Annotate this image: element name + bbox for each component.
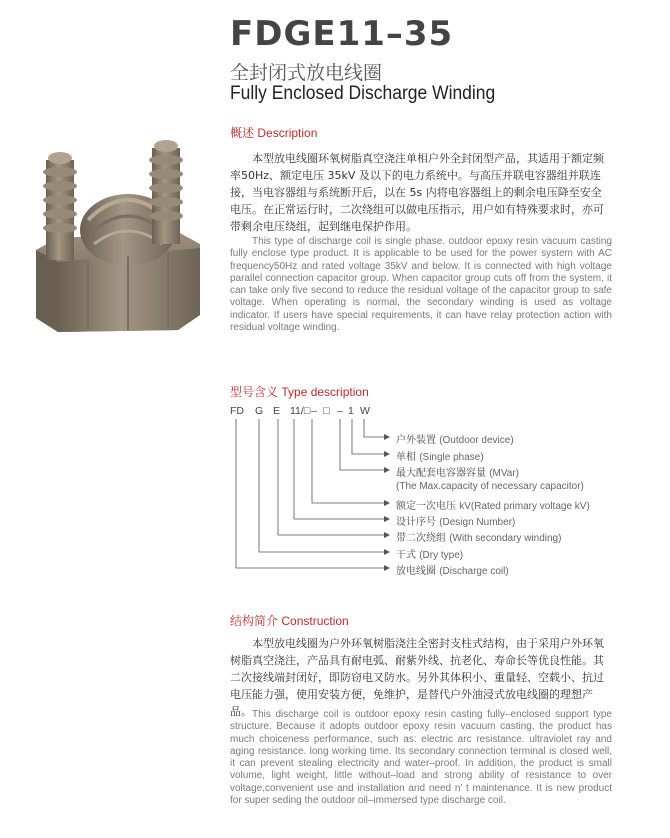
- description-text-cn: 本型放电线圈环氧树脂真空浇注单相户外全封闭型产品，其适用于额定频率50Hz、额定电压 35kV 及以下的电力系统中。与高压并联电容器组并联连接，当电容器组与系统断开后，以在 5s 内将电容器组上的剩余电压降至安全电压。在正常运行时，二次绕组可以做电压指示，用户如有特殊要求时，亦可带剩余电压绕组，起到继电保护作用。: [230, 152, 604, 233]
- construction-heading-en: Construction: [281, 614, 349, 628]
- code-fd: FD: [230, 405, 244, 417]
- title-chinese: 全封闭式放电线圈: [230, 62, 383, 84]
- code-dash-1: –: [311, 405, 317, 417]
- type-label-capacity-en: (The Max.capacity of necessary capacitor): [396, 481, 584, 492]
- title-english: Fully Enclosed Discharge Winding: [230, 83, 496, 104]
- code-box: □: [323, 405, 330, 417]
- code-e: E: [273, 405, 281, 417]
- type-label-secondary-winding: 带二次绕组 (With secondary winding): [396, 533, 562, 544]
- type-label-design-number: 设计序号 (Design Number): [396, 517, 516, 528]
- type-label-rated-voltage: 额定一次电压 kV(Rated primary voltage kV): [396, 501, 590, 512]
- description-heading-cn: 概述: [230, 126, 255, 140]
- model-number: FDGE11–35: [230, 14, 454, 54]
- type-label-single-phase: 单相 (Single phase): [396, 452, 484, 463]
- code-w: W: [360, 405, 370, 417]
- code-g: G: [255, 405, 264, 417]
- code-11: 11/□: [290, 405, 311, 417]
- type-heading-en: Type description: [281, 385, 369, 399]
- construction-text-cn: 本型放电线圈为户外环氧树脂浇注全密封支柱式结构，由于采用户外环氧树脂真空浇注，产品具有耐电弧、耐紫外线、抗老化、寿命长等优良性能。其二次接线端封闭好，即防窃电又防水。另外其体积小、重量轻、空载小、抗过电压能力强，使用安装方便，免维护，是替代户外油浸式放电线圈的理想产品。: [230, 637, 604, 718]
- type-label-dry-type: 干式 (Dry type): [396, 550, 464, 561]
- type-label-outdoor: 户外装置 (Outdoor device): [396, 435, 514, 446]
- construction-text-en: This discharge coil is outdoor epoxy resin casting fully–enclosed support type structure. Because it adopts outdoor epoxy resin vacuum casting, the product has much choiceness performance, such as: electric arc resistance. ultraviolet ray and aging resistance. long working time. Its secondary connection terminal is closed well, it can prevent stealing electricity and water–proof. In addition, the product is small volume, light weight, little without–load and strong ability of resistance to over voltage,convenient use and installation and need n’ t maintenance. It is new product for super seding the outdoor oil–immersed type discharge coil.: [230, 709, 612, 807]
- construction-heading-cn: 结构简介: [230, 614, 279, 628]
- type-label-discharge-coil: 放电线圈 (Discharge coil): [396, 566, 509, 577]
- code-1: 1: [348, 405, 354, 417]
- code-dash-2: –: [337, 405, 343, 417]
- description-text-en: This type of discharge coil is single phase. outdoor epoxy resin vacuum casting fully enclose type product. It is applicable to be used for the power system with AC frequency50Hz and rated voltage 35kV and below. It is connected with high voltage parallel connection capacitor group. When capacitor group cuts off from the system, it can take only five second to reduce the residual voltage of the capacitor group to safe voltage. When operating is normal, the secondary winding is used as voltage indicator. If users have special requirements, it can have relay protection action with residual voltage winding.: [230, 236, 612, 334]
- description-heading-en: Description: [257, 126, 318, 140]
- type-label-capacity: 最大配套电容器容量 (MVar): [396, 468, 519, 479]
- construction-heading: [230, 612, 349, 629]
- type-heading-cn: 型号含义: [230, 385, 279, 399]
